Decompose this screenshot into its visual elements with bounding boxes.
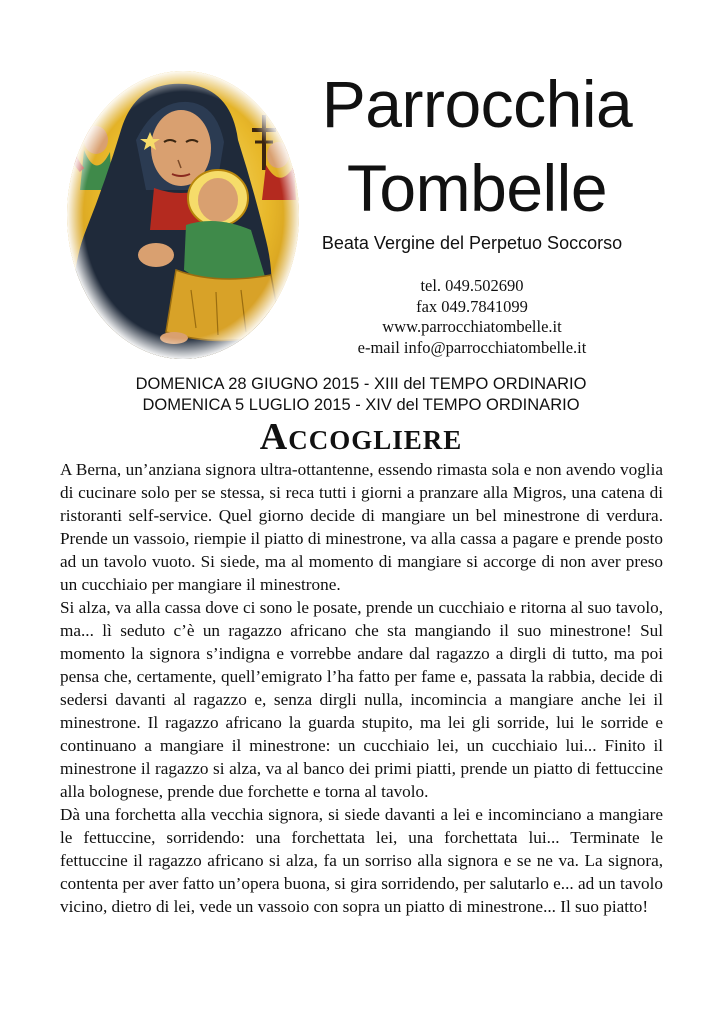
article-paragraph: Si alza, va alla cassa dove ci sono le posate, prende un cucchiaio e ritorna al suo tavolo, ma... lì seduto c’è un ragazzo africano che sta mangiando il suo minestrone! Sul momento la signora s’indigna e vorrebbe andare dal ragazzo a dirgli di tutto, ma poi pensa che, certamente, quell’emigrato l’ha fatto per fame e, passata la rabbia, decide di sedersi davanti al ragazzo e, senza dirgli nulla, incomincia a mangiare anche lei il minestrone. Il ragazzo africano la guarda stupito, ma lei gli sorride, lui le sorride e continuano a mangiare il minestrone: un cucchiaio lei, un cucchiaio lui... Finito il minestrone il ragazzo si alza, va al banco dei primi piatti, prende un piatto di fettuccine alla bolognese, prende due forchette e torna al tavolo. bbox=[60, 598, 663, 801]
date-line-1: DOMENICA 28 GIUGNO 2015 - XIII del TEMPO ORDINARIO bbox=[135, 375, 587, 393]
article-body bbox=[60, 458, 663, 918]
article-paragraph: A Berna, un’anziana signora ultra-ottantenne, essendo rimasta sola e non avendo voglia di cucinare solo per se stessa, si reca tutti i giorni a pranzare alla Migros, una catena di ristoranti self-service. Quel giorno decide di mangiare un bel minestrone di verdura. Prende un vassoio, riempie il piatto di minestrone, va alla cassa a pagare e prende posto ad un tavolo vuoto. Si siede, ma al momento di mangiare si accorge di non aver preso un cucchiaio per mangiare il minestrone. bbox=[60, 460, 663, 594]
madonna-icon bbox=[66, 70, 301, 360]
fax-number: fax 049.7841099 bbox=[416, 296, 528, 316]
website-link[interactable]: www.parrocchiatombelle.it bbox=[382, 317, 562, 336]
date-block bbox=[40, 374, 682, 416]
phone-number: tel. 049.502690 bbox=[420, 276, 524, 295]
date-line-2: DOMENICA 5 LUGLIO 2015 - XIV del TEMPO ORDINARIO bbox=[142, 396, 580, 414]
email-link[interactable]: e-mail info@parrocchiatombelle.it bbox=[357, 337, 587, 357]
parish-title: Parrocchia Tombelle bbox=[321, 67, 633, 225]
article-heading: Accogliere bbox=[259, 416, 463, 458]
parish-subtitle: Beata Vergine del Perpetuo Soccorso bbox=[321, 233, 623, 253]
article-paragraph: Dà una forchetta alla vecchia signora, si siede davanti a lei e incominciano a mangiare le fettuccine, sorridendo: una forchettata lei, una forchettata lui... Terminate le fettuccine il ragazzo africano si alza, fa un sorriso alla signora e se ne va. La signora, contenta per aver fatto un’opera buona, si gira sorridendo, per salutarlo e... ad un tavolo vicino, dietro di lei, vede un vassoio con sopra un piatto di minestrone... Il suo piatto! bbox=[60, 805, 663, 916]
contact-block bbox=[300, 276, 644, 358]
